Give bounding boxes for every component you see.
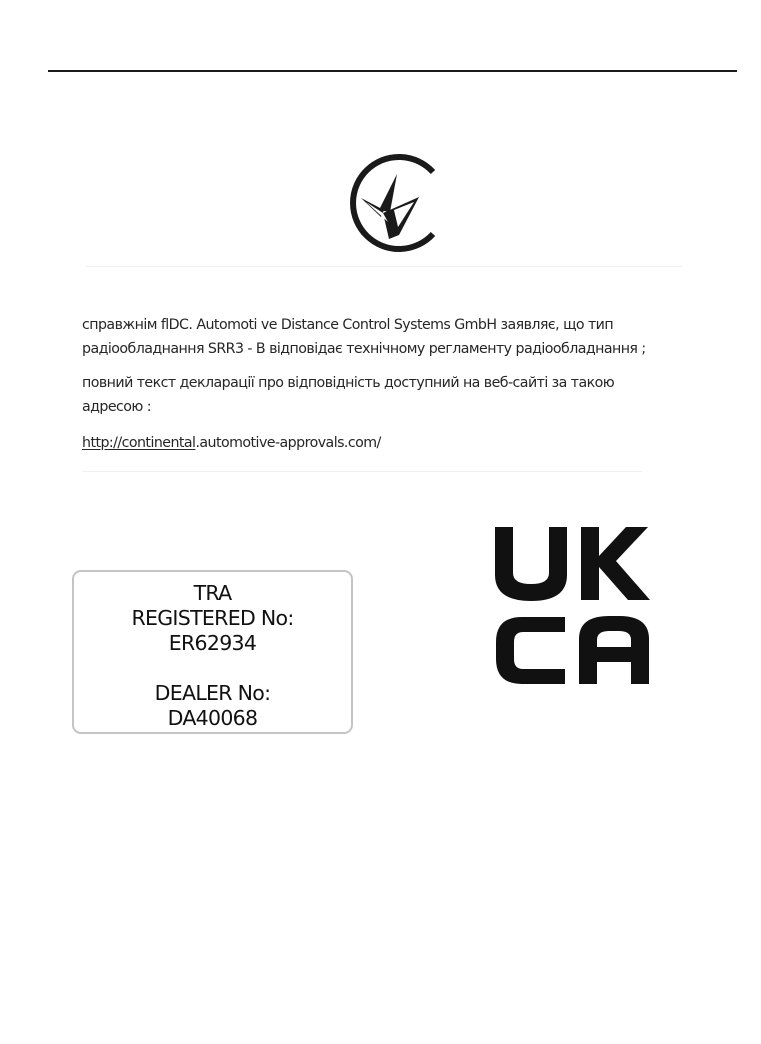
dealer-no-value: DA40068: [167, 706, 258, 730]
top-rule: [48, 70, 737, 72]
scan-edge-bottom: [82, 471, 642, 472]
declaration-line-3: повний текст декларації про відповідність доступний на веб-сайті за такою: [82, 375, 615, 391]
spacer: [74, 656, 351, 681]
declaration-line-4: адресою :: [82, 399, 152, 415]
declaration-line-1: справжнім flDC. Automoti ve Distance Control Systems GmbH заявляє, що тип: [82, 317, 614, 333]
url-link[interactable]: http://continental: [82, 435, 196, 451]
declaration-block: [82, 262, 687, 474]
scan-edge-top: [86, 266, 682, 267]
declaration-paragraph: [82, 313, 646, 361]
ukca-mark-icon: [495, 527, 651, 685]
declaration-availability-paragraph: [82, 371, 614, 419]
url-rest: .automotive-approvals.com/: [195, 435, 381, 451]
dealer-no-label: DEALER No:: [154, 681, 271, 705]
ukrainian-conformity-mark-icon: [336, 150, 442, 260]
declaration-line-2: радіообладнання SRR3 - B відповідає технічному регламенту радіообладнання ;: [82, 341, 646, 357]
tra-label: TRA: [193, 581, 232, 605]
tra-registration-box: [72, 570, 353, 734]
declaration-url: [82, 431, 381, 455]
registered-no-label: REGISTERED No:: [131, 606, 294, 630]
registered-no-value: ER62934: [168, 631, 257, 655]
